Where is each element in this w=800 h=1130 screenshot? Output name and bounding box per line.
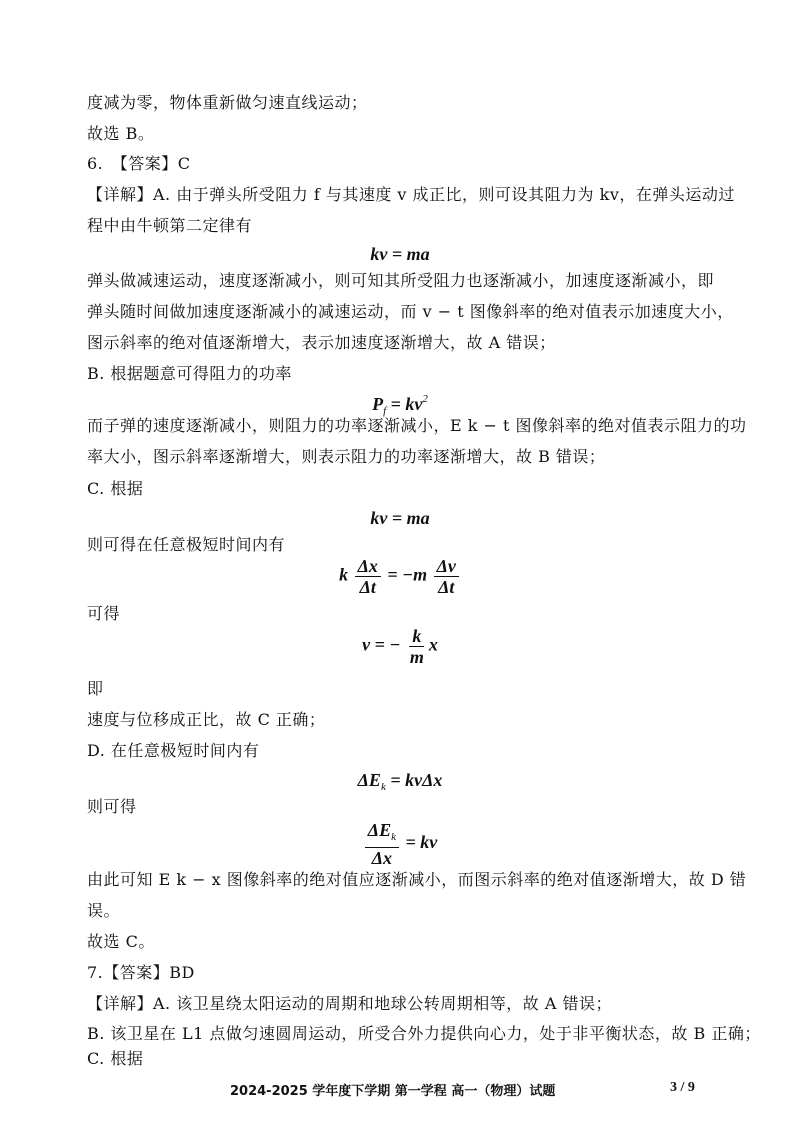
text-line: B. 根据题意可得阻力的功率 (87, 364, 292, 383)
answer-heading: 6. 【答案】C (87, 154, 191, 173)
answer-heading: 7.【答案】BD (87, 963, 195, 982)
text-line: 则可得在任意极短时间内有 (87, 535, 286, 554)
text-line: C. 根据 (87, 1049, 144, 1068)
text-line: 故选 B。 (87, 124, 155, 143)
equation: $P_f = kv^2$ (372, 393, 428, 417)
text-line: 则可得 (87, 797, 137, 816)
text-line: 【详解】A. 该卫星绕太阳运动的周期和地球公转周期相等，故 A 错误； (87, 994, 612, 1013)
text-line: 误。 (87, 901, 121, 920)
text-line: 程中由牛顿第二定律有 (87, 216, 253, 235)
text-line: D. 在任意极短时间内有 (87, 741, 260, 760)
text-line: 率大小，图示斜率逐渐增大，则表示阻力的功率逐渐增大，故 B 错误； (87, 447, 606, 466)
text-line: 由此可知 E k − x 图像斜率的绝对值应逐渐减小，而图示斜率的绝对值逐渐增大，故 D 错 (87, 870, 747, 889)
text-line: 【详解】A. 由于弹头所受阻力 f 与其速度 v 成正比，则可设其阻力为 kv，在弹头运动过 (87, 185, 735, 204)
text-line: 图示斜率的绝对值逐渐增大，表示加速度逐渐增大，故 A 错误； (87, 333, 556, 352)
text-line: 故选 C。 (87, 932, 155, 951)
text-line: 弹头做减速运动，速度逐渐减小，则可知其所受阻力也逐渐减小，加速度逐渐减小，即 (87, 271, 715, 290)
equation: $\frac{\Delta E_k}{\Delta x}$ = kv (0, 820, 800, 868)
page-number: 3 / 9 (670, 1080, 695, 1095)
text-line: 即 (87, 679, 104, 698)
text-line: 可得 (87, 604, 121, 623)
text-line: 而子弹的速度逐渐减小，则阻力的功率逐渐减小，E k − t 图像斜率的绝对值表示阻力的功 (87, 416, 747, 435)
text-line: B. 该卫星在 L1 点做匀速圆周运动，所受合外力提供向心力，处于非平衡状态，故 B 正确； (87, 1024, 761, 1043)
equation: $\Delta E_k = kv\Delta x$ (357, 770, 443, 793)
text-line: 速度与位移成正比，故 C 正确； (87, 710, 326, 729)
equation: v = − $\frac{k}{m}$ x (362, 626, 438, 667)
text-line: 度减为零，物体重新做匀速直线运动； (87, 93, 368, 112)
equation: k $\frac{\Delta x}{\Delta t}$ = −m $\frac{\Delta v}{\Delta t}$ (0, 556, 800, 597)
page-footer-title: 2024-2025 学年度下学期 第一学程 高一（物理）试题 (230, 1084, 556, 1099)
equation: kv = ma (370, 244, 430, 264)
text-line: 弹头随时间做加速度逐渐减小的减速运动，而 v − t 图像斜率的绝对值表示加速度大小， (87, 302, 734, 321)
text-line: C. 根据 (87, 479, 144, 498)
equation: kv = ma (370, 508, 430, 528)
